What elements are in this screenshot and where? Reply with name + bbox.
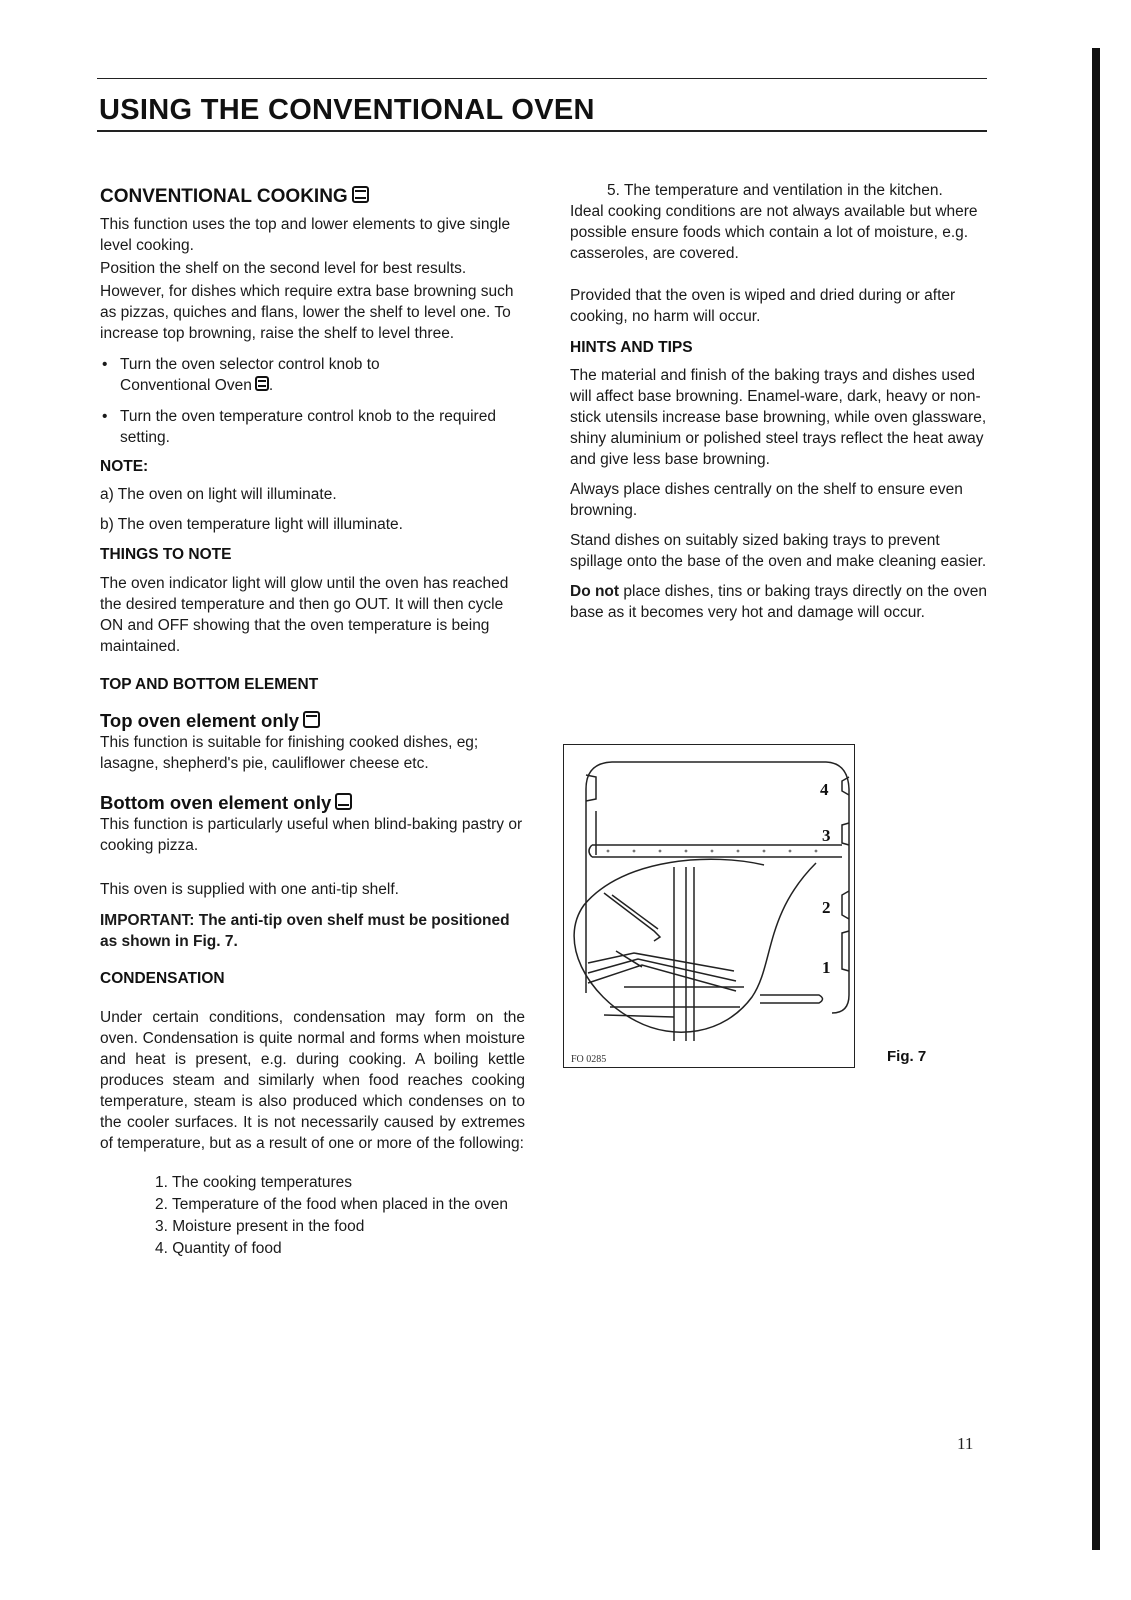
- condensation-causes: [155, 1172, 525, 1260]
- conventional-p2: Position the shelf on the second level for best results.: [100, 260, 467, 277]
- hints-heading: HINTS AND TIPS: [570, 339, 693, 356]
- hints-p4-rest: place dishes, tins or baking trays directly on the oven base as it becomes very hot and damage will occur.: [570, 583, 987, 621]
- hints-p1: The material and finish of the baking trays and dishes used will affect base browning. Enamel-ware, dark, heavy or non-stick utensils increase base browning, while oven glassware, shiny aluminium or polished steel trays reflect the heat away and give less base browning.: [570, 367, 987, 468]
- note-a: a) The oven on light will illuminate.: [100, 486, 337, 503]
- provided-text: Provided that the oven is wiped and dried during or after cooking, no harm will occur.: [570, 287, 956, 325]
- hints-p4: [570, 581, 990, 623]
- note-b: b) The oven temperature light will illuminate.: [100, 516, 403, 533]
- shelf-level-label: 4: [820, 780, 829, 799]
- cause-item: 1. The cooking temperatures: [155, 1174, 353, 1191]
- bottom-element-title: Bottom oven element only: [100, 792, 332, 813]
- figure-oven-shelf-diagram: [563, 744, 855, 1068]
- hints-p3: Stand dishes on suitably sized baking trays to prevent spillage onto the base of the oven and make cleaning easier.: [570, 532, 987, 570]
- condensation-text: Under certain conditions, condensation may form on the oven. Condensation is quite normal and forms when moisture and heat is present, e.g. during cooking. A boiling kettle produces steam and similarly when food reaches cooking temperature, steam is also produced which condenses on to the cooler surfaces. It is not necessarily caused by extremes of temperature, but as a result of one or more of the following:: [100, 1009, 525, 1152]
- shelf-level-label: 1: [822, 958, 831, 977]
- hints-p2: Always place dishes centrally on the shelf to ensure even browning.: [570, 481, 963, 519]
- ideal-conditions-text: Ideal cooking conditions are not always available but where possible ensure foods which contain a lot of moisture, e.g. casseroles, are covered.: [570, 203, 978, 262]
- things-to-note-text: The oven indicator light will glow until the oven has reached the desired temperature and then go OUT. It will then cycle ON and OFF showing that the oven temperature is being maintained.: [100, 575, 509, 655]
- oven-shelf-illustration: [564, 745, 856, 1069]
- cause-item: 4. Quantity of food: [155, 1240, 282, 1257]
- right-column: [570, 180, 990, 623]
- page-title: USING THE CONVENTIONAL OVEN: [99, 94, 595, 126]
- header-rule-bottom: [97, 130, 987, 132]
- figure-code: FO 0285: [571, 1054, 607, 1065]
- shelf-level-label: 2: [822, 898, 831, 917]
- bottom-element-heading: [100, 792, 525, 814]
- condensation-heading: CONDENSATION: [100, 970, 225, 987]
- conventional-cooking-title: CONVENTIONAL COOKING: [100, 186, 348, 207]
- page-edge-bar: [1092, 48, 1100, 1550]
- top-element-title: Top oven element only: [100, 710, 300, 731]
- conventional-p1: This function uses the top and lower elements to give single level cooking.: [100, 216, 511, 254]
- do-not-label: Do not: [570, 583, 620, 600]
- top-bottom-heading: TOP AND BOTTOM ELEMENT: [100, 676, 319, 693]
- note-heading: NOTE:: [100, 458, 149, 475]
- anti-tip-important: IMPORTANT: The anti-tip oven shelf must be positioned as shown in Fig. 7.: [100, 912, 510, 950]
- step-temperature: • Turn the oven temperature control knob to the required setting.: [100, 406, 525, 448]
- conventional-p3: However, for dishes which require extra base browning such as pizzas, quiches and flans, lower the shelf to level one. To increase top browning, raise the shelf to level three.: [100, 283, 514, 342]
- anti-tip-text: This oven is supplied with one anti-tip shelf.: [100, 881, 399, 898]
- left-column: [100, 186, 525, 1260]
- cause-item: 3. Moisture present in the food: [155, 1218, 365, 1235]
- cause-item: 2. Temperature of the food when placed in the oven: [155, 1196, 509, 1213]
- figure-caption: Fig. 7: [887, 1048, 927, 1065]
- page-number: 11: [957, 1434, 974, 1453]
- header-rule-top: [97, 78, 987, 79]
- bottom-element-symbol-icon: [335, 793, 352, 810]
- conventional-symbol-icon: [352, 186, 369, 203]
- shelf-level-label: 3: [822, 826, 831, 845]
- cause-item-5: 5. The temperature and ventilation in the kitchen.: [607, 182, 943, 199]
- bottom-element-text: This function is particularly useful when blind-baking pastry or cooking pizza.: [100, 816, 523, 854]
- conventional-steps: [100, 354, 525, 448]
- step-selector-mode: Conventional Oven: [120, 377, 252, 394]
- step-selector: • Turn the oven selector control knob to Conventional Oven .: [100, 354, 525, 396]
- top-element-symbol-icon: [303, 711, 320, 728]
- top-element-heading: [100, 710, 525, 732]
- conventional-symbol-icon: [255, 376, 269, 391]
- conventional-cooking-heading: [100, 186, 525, 208]
- step-selector-text: Turn the oven selector control knob to: [120, 356, 380, 373]
- top-element-text: This function is suitable for finishing cooked dishes, eg; lasagne, shepherd's pie, cauliflower cheese etc.: [100, 734, 479, 772]
- things-to-note-heading: THINGS TO NOTE: [100, 546, 232, 563]
